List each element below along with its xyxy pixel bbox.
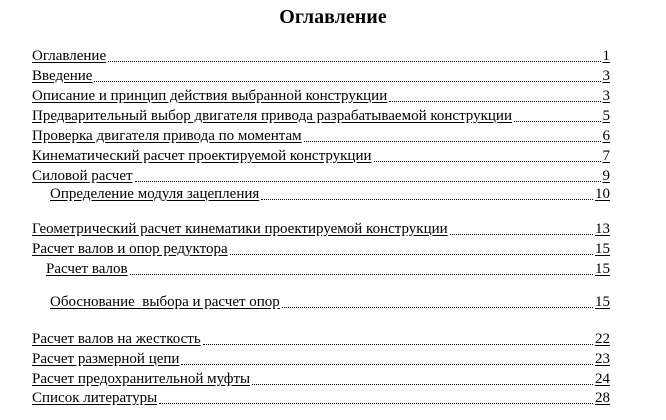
toc-entry[interactable] bbox=[32, 330, 610, 348]
toc-subentry[interactable] bbox=[46, 260, 610, 278]
toc-dot-leader bbox=[159, 402, 593, 404]
toc-entry-label: Кинематический расчет проектируемой конструкции bbox=[32, 148, 372, 164]
toc-entry-label: Обоснование выбора и расчет опор bbox=[50, 294, 280, 310]
toc-entry-page: 5 bbox=[602, 108, 610, 124]
toc-subentry[interactable] bbox=[50, 185, 610, 203]
toc-entry-page: 24 bbox=[595, 371, 610, 387]
toc-entry-label: Геометрический расчет кинематики проектируемой конструкции bbox=[32, 221, 448, 237]
toc-entry-page: 9 bbox=[602, 168, 610, 184]
toc-entry-page: 6 bbox=[602, 128, 610, 144]
toc-dot-leader bbox=[389, 100, 600, 102]
toc-entry-label: Определение модуля зацепления bbox=[50, 186, 260, 202]
toc-entry-page: 1 bbox=[602, 48, 610, 64]
toc-entry-label: Расчет предохранительной муфты bbox=[32, 371, 251, 387]
toc-entry-label: Предварительный выбор двигателя привода разрабатываемой конструкции bbox=[32, 108, 512, 124]
toc-entry-page: 15 bbox=[595, 294, 610, 310]
toc-dot-leader bbox=[304, 140, 601, 142]
toc-entry-label: Описание и принцип действия выбранной конструкции bbox=[32, 88, 388, 104]
toc-entry-page: 28 bbox=[595, 390, 610, 406]
toc-entry-label: Расчет валов на жесткость bbox=[32, 331, 201, 347]
toc-dot-leader bbox=[181, 363, 593, 365]
toc-dot-leader bbox=[230, 253, 593, 255]
toc-entry[interactable] bbox=[32, 67, 610, 85]
toc-entry-page: 13 bbox=[595, 221, 610, 237]
toc-entry[interactable] bbox=[32, 87, 610, 105]
toc-dot-leader bbox=[374, 160, 601, 162]
toc-dot-leader bbox=[252, 383, 593, 385]
toc-entry-label: Список литературы bbox=[32, 390, 158, 406]
toc-entry[interactable] bbox=[32, 147, 610, 165]
toc-dot-leader bbox=[514, 120, 601, 122]
toc-entry-page: 23 bbox=[595, 351, 610, 367]
toc-entry-page: 7 bbox=[602, 148, 610, 164]
toc-dot-leader bbox=[135, 180, 601, 182]
toc-entry-page: 3 bbox=[602, 88, 610, 104]
toc-entry-page: 15 bbox=[595, 241, 610, 257]
toc-entry-page: 10 bbox=[595, 186, 610, 202]
toc-entry-label: Введение bbox=[32, 68, 93, 84]
document-title: Оглавление bbox=[279, 6, 387, 28]
toc-entry[interactable] bbox=[32, 240, 610, 258]
toc-entry[interactable] bbox=[32, 389, 610, 407]
toc-entry[interactable] bbox=[32, 107, 610, 125]
toc-entry-label: Оглавление bbox=[32, 48, 107, 64]
toc-dot-leader bbox=[94, 80, 600, 82]
toc-entry-page: 22 bbox=[595, 331, 610, 347]
toc-entry-label: Силовой расчет bbox=[32, 168, 133, 184]
toc-dot-leader bbox=[130, 273, 593, 275]
toc-dot-leader bbox=[108, 60, 600, 62]
toc-entry-label: Расчет валов и опор редуктора bbox=[32, 241, 228, 257]
toc-dot-leader bbox=[203, 343, 593, 345]
toc-entry[interactable] bbox=[32, 47, 610, 65]
toc-entry[interactable] bbox=[32, 350, 610, 368]
toc-entry[interactable] bbox=[32, 220, 610, 238]
toc-entry[interactable] bbox=[32, 370, 610, 388]
toc-entry[interactable] bbox=[32, 127, 610, 145]
toc-entry[interactable] bbox=[32, 167, 610, 185]
toc-entry-page: 3 bbox=[602, 68, 610, 84]
toc-entry-label: Расчет валов bbox=[46, 261, 128, 277]
toc-subentry[interactable] bbox=[50, 293, 610, 311]
toc-entry-label: Проверка двигателя привода по моментам bbox=[32, 128, 302, 144]
toc-entry-page: 15 bbox=[595, 261, 610, 277]
toc-entry-label: Расчет размерной цепи bbox=[32, 351, 180, 367]
toc-dot-leader bbox=[450, 233, 593, 235]
toc-dot-leader bbox=[261, 198, 593, 200]
toc-dot-leader bbox=[282, 306, 593, 308]
